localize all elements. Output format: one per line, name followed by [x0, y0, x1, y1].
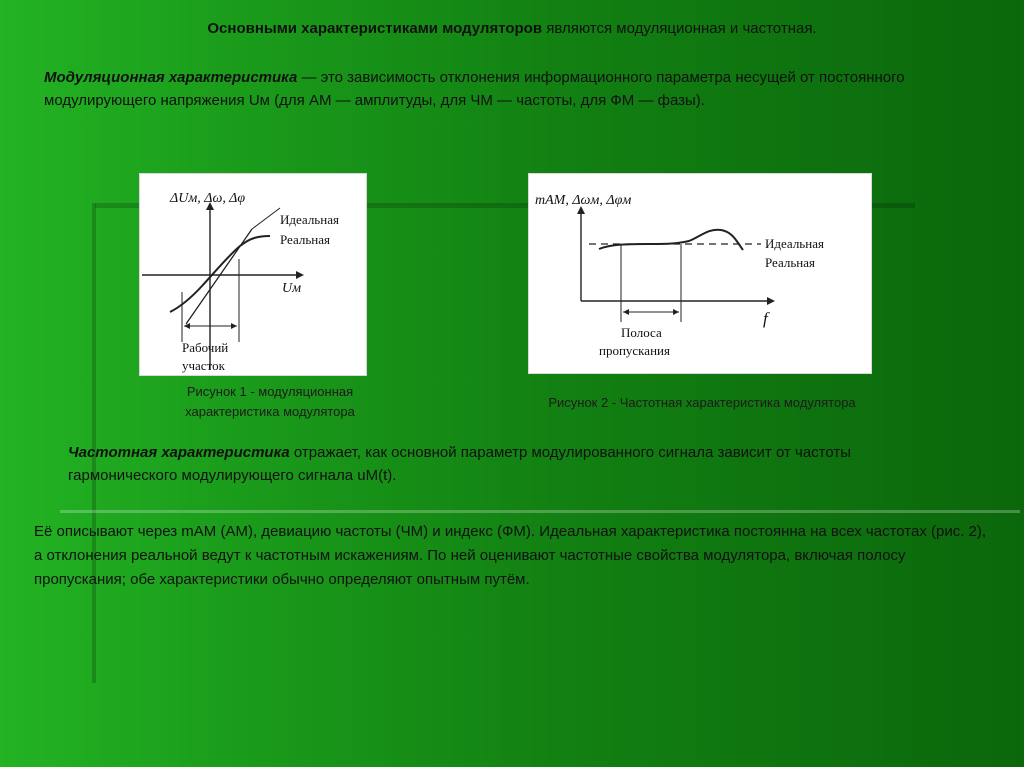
fig1-work-label-2: участок: [182, 358, 225, 373]
fig1-work-label-1: Рабочий: [182, 340, 229, 355]
modulation-term: Модуляционная характеристика: [44, 69, 298, 86]
figure-1-graph: [140, 174, 366, 375]
fig1-ideal-pointer: [252, 208, 280, 229]
frequency-paragraph: [68, 441, 938, 487]
fig1-real-label: Реальная: [280, 232, 330, 247]
fig1-caption-line1: Рисунок 1 - модуляционная: [186, 384, 354, 399]
fig1-caption-line2: характеристика модулятора: [185, 404, 355, 419]
figure-2: [528, 173, 872, 374]
fig2-x-arrow: [767, 297, 775, 305]
title-bold: Основными характеристиками модуляторов: [207, 20, 543, 37]
figure-2-graph: [529, 174, 871, 373]
frequency-summary: отражает, как основной параметр модулированного сигнала зависит от частоты гармонического модулирующего сигнала uМ(t).: [68, 444, 852, 484]
fig1-y-label: ΔUм, Δω, Δφ: [170, 191, 246, 206]
details-block: [34, 520, 990, 592]
frequency-term: Частотная характеристика: [68, 444, 290, 461]
figure-1: [139, 173, 367, 376]
fig2-x-label: f: [763, 309, 768, 328]
fig2-caption-line: Рисунок 2 - Частотная характеристика модулятора: [548, 395, 856, 410]
fig2-band-label-1: Полоса: [621, 325, 662, 340]
fig1-x-label: Uм: [282, 281, 302, 296]
modulation-summary: — это зависимость отклонения информационного параметра несущей от постоянного модулирующего напряжения Uм (для АМ — амплитуды, для ЧМ — частоты, для ФМ — фазы).: [44, 69, 905, 109]
fig2-band-arrow-right: [673, 309, 679, 315]
details-summary: Её описывают через mАМ (АМ), девиацию частоты (ЧМ) и индекс (ФМ). Идеальная характеристика постоянна на всех частотах (рис. 2), а отклонения реальной ведут к частотным искажениям. По ней оценивают частотные свойства модулятора, включая полосу пропускания; обе характеристики обычно определяют опытным путём.: [34, 523, 987, 588]
fig2-ideal-label: Идеальная: [765, 236, 824, 251]
fig2-band-arrow-left: [623, 309, 629, 315]
figure-2-caption: [490, 393, 914, 413]
fig2-y-label: mАМ, Δωм, Δφм: [535, 193, 632, 208]
fig1-ideal-label: Идеальная: [280, 212, 339, 227]
slide-title: [0, 20, 1024, 37]
decorative-line-mid: [60, 510, 1020, 513]
fig1-work-arrow-left: [184, 323, 190, 329]
fig1-work-arrow-right: [231, 323, 237, 329]
fig2-real-label: Реальная: [765, 255, 815, 270]
fig2-band-label-2: пропускания: [599, 343, 670, 358]
title-rest: являются модуляционная и частотная.: [542, 20, 817, 37]
figure-1-caption: [120, 382, 420, 422]
modulation-paragraph: [44, 66, 974, 112]
fig1-x-arrow: [296, 271, 304, 279]
